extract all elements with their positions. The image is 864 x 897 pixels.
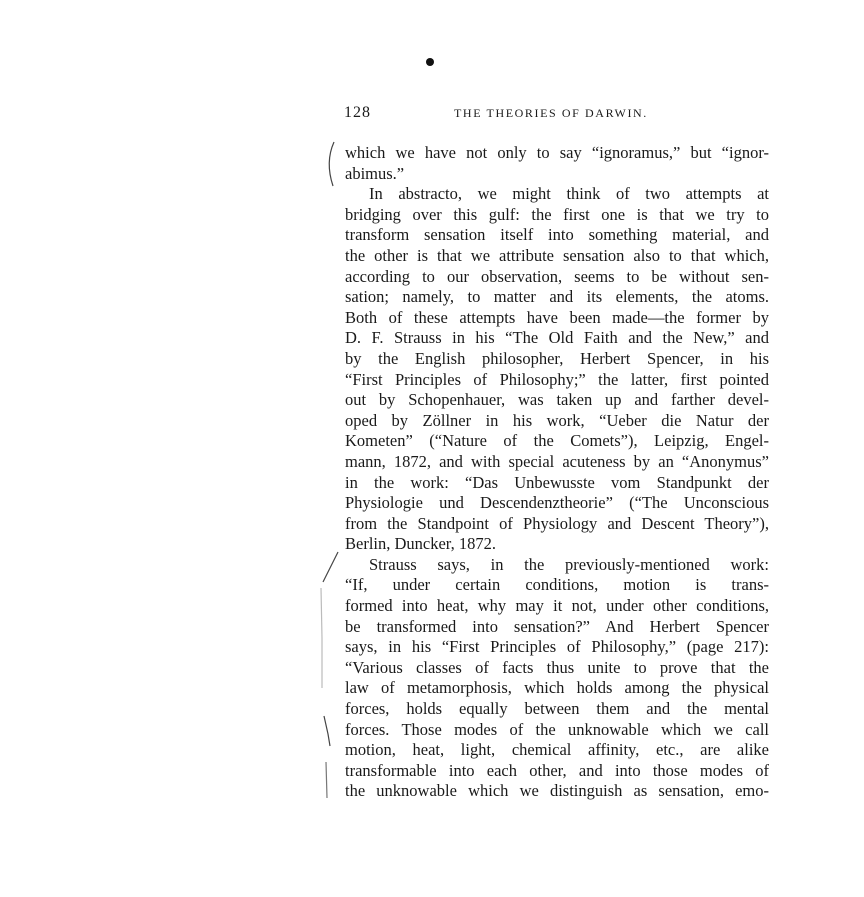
text-line: In abstracto, we might think of two attempts at: [369, 184, 769, 204]
text-line: sation; namely, to matter and its elements, the atoms.: [345, 287, 769, 307]
text-line: according to our observation, seems to be without sen-: [345, 266, 769, 286]
text-line: “Various classes of facts thus unite to prove that the: [345, 657, 769, 677]
text-line: D. F. Strauss in his “The Old Faith and the New,” and: [345, 328, 769, 348]
ink-dot: [426, 58, 434, 66]
running-title: THE THEORIES OF DARWIN.: [454, 106, 648, 120]
text-line: the unknowable which we distinguish as sensation, emo-: [345, 781, 769, 801]
text-line: motion, heat, light, chemical affinity, etc., are alike: [345, 740, 769, 760]
text-line: from the Standpoint of Physiology and Descent Theory”),: [345, 513, 769, 533]
text-line: law of metamorphosis, which holds among the physical: [345, 678, 769, 698]
text-line: says, in his “First Principles of Philosophy,” (page 217):: [345, 637, 769, 657]
text-line: out by Schopenhauer, was taken up and farther devel-: [345, 390, 769, 410]
text-line: transformable into each other, and into those modes of: [345, 760, 769, 780]
text-line: mann, 1872, and with special acuteness by an “Anonymus”: [345, 451, 769, 471]
text-line: in the work: “Das Unbewusste vom Standpunkt der: [345, 472, 769, 492]
body-text: [345, 143, 769, 802]
page-header: [344, 104, 768, 126]
text-line: Strauss says, in the previously-mentioned work:: [369, 554, 769, 574]
text-line: Both of these attempts have been made—the former by: [345, 307, 769, 327]
page-number: 128: [344, 104, 371, 121]
text-line: forces, holds equally between them and the mental: [345, 699, 769, 719]
text-line: Kometen” (“Nature of the Comets”), Leipzig, Engel-: [345, 431, 769, 451]
text-line: abimus.”: [345, 163, 405, 183]
text-line: transform sensation itself into something material, and: [345, 225, 769, 245]
text-line: which we have not only to say “ignoramus,” but “ignor-: [345, 143, 769, 162]
text-line: forces. Those modes of the unknowable which we call: [345, 719, 769, 739]
text-line: formed into heat, why may it not, under other conditions,: [345, 596, 769, 616]
text-line: Physiologie und Descendenztheorie” (“The Unconscious: [345, 493, 769, 513]
text-line: the other is that we attribute sensation also to that which,: [345, 245, 769, 265]
text-line: bridging over this gulf: the first one is that we try to: [345, 204, 769, 224]
margin-bracket-top-icon: [322, 140, 338, 188]
text-line: “First Principles of Philosophy;” the latter, first pointed: [345, 369, 769, 389]
text-line: by the English philosopher, Herbert Spencer, in his: [345, 348, 769, 368]
text-line: “If, under certain conditions, motion is trans-: [345, 575, 769, 595]
text-line: Berlin, Duncker, 1872.: [345, 534, 497, 554]
margin-stroke-icon: [316, 548, 346, 808]
text-line: be transformed into sensation?” And Herbert Spencer: [345, 616, 769, 636]
text-line: oped by Zöllner in his work, “Ueber die Natur der: [345, 410, 769, 430]
